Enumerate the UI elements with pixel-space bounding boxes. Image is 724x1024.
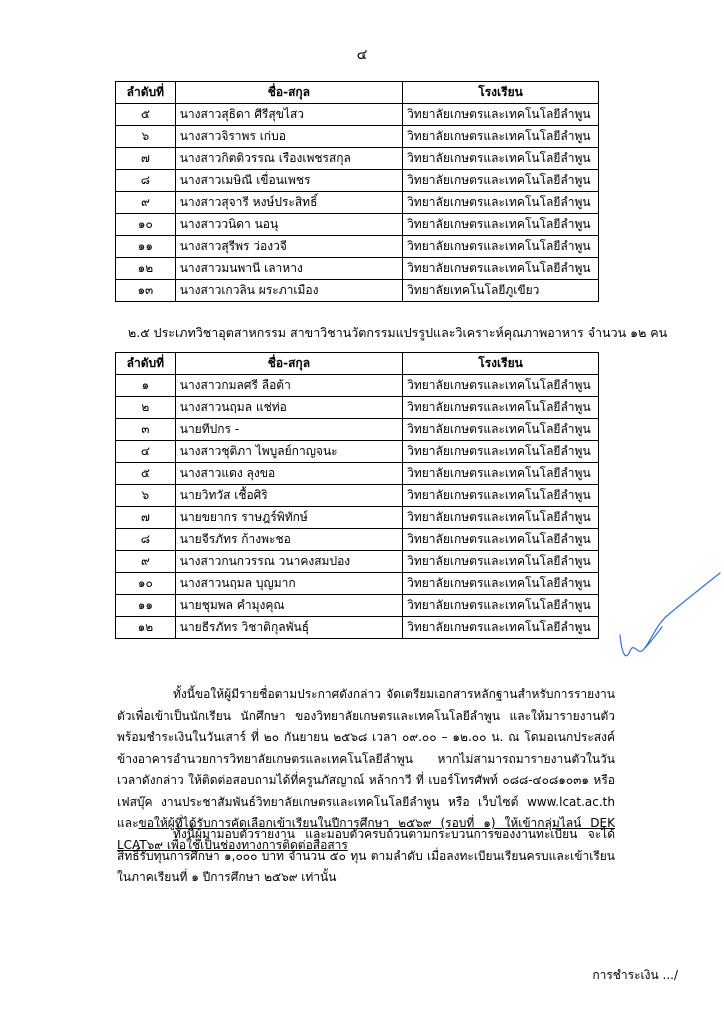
row-number: ๑๐ [116, 573, 176, 595]
student-name: นางสาวเมษิณี เขื่อนเพชร [175, 170, 402, 192]
student-name: นางสาวนฤมล แช่ท่อ [175, 397, 402, 419]
student-name: นายขยากร ราษฎร์พิทักษ์ [175, 507, 402, 529]
table-row [116, 258, 599, 280]
student-name: นางสาวสุจารี หงษ์ประสิทธิ์ [175, 192, 402, 214]
row-number: ๘ [116, 170, 176, 192]
column-header-name: ชื่อ-สกุล [175, 353, 402, 375]
row-number: ๑ [116, 375, 176, 397]
row-number: ๕ [116, 104, 176, 126]
table-row [116, 170, 599, 192]
student-name: นายธีรภัทร วิชาติกุลพันธุ์ [175, 617, 402, 639]
student-name: นางสาวเกวลิน ผระภาเมือง [175, 280, 402, 302]
student-name: นางสาวนฤมล บุญมาก [175, 573, 402, 595]
row-number: ๖ [116, 126, 176, 148]
table-row [116, 595, 599, 617]
school-name: วิทยาลัยเกษตรและเทคโนโลยีลำพูน [403, 441, 599, 463]
row-number: ๙ [116, 192, 176, 214]
table-header-row [116, 353, 599, 375]
row-number: ๑๒ [116, 617, 176, 639]
school-name: วิทยาลัยเกษตรและเทคโนโลยีลำพูน [403, 595, 599, 617]
table-row [116, 485, 599, 507]
school-name: วิทยาลัยเกษตรและเทคโนโลยีลำพูน [403, 192, 599, 214]
continuation-note: การชำระเงิน .../ [592, 968, 678, 982]
student-name: นางสาวกิตติวรรณ เรืองเพชรสกุล [175, 148, 402, 170]
row-number: ๕ [116, 463, 176, 485]
row-number: ๓ [116, 419, 176, 441]
paragraph-text: ทั้งนี้ผู้มามอบตัวรายงาน และมอบตัวครบถ้วนตามกระบวนการของงานทะเบียน จะได้สิทธิ์รับทุนการศึกษา ๑,๐๐๐ บาท จำนวน ๕๐ ทุน ตามลำดับ เมื่อลงทะเบียนเรียนครบและเข้าเรียนในภาคเรียนที่ ๑ ปีการศึกษา ๒๕๖๙ เท่านั้น [117, 827, 615, 884]
table-row [116, 280, 599, 302]
column-header-school: โรงเรียน [403, 353, 599, 375]
school-name: วิทยาลัยเกษตรและเทคโนโลยีลำพูน [403, 617, 599, 639]
student-table-2 [115, 352, 599, 639]
table-row [116, 529, 599, 551]
school-name: วิทยาลัยเกษตรและเทคโนโลยีลำพูน [403, 485, 599, 507]
school-name: วิทยาลัยเทคโนโลยีภูเขียว [403, 280, 599, 302]
school-name: วิทยาลัยเกษตรและเทคโนโลยีลำพูน [403, 551, 599, 573]
school-name: วิทยาลัยเกษตรและเทคโนโลยีลำพูน [403, 397, 599, 419]
school-name: วิทยาลัยเกษตรและเทคโนโลยีลำพูน [403, 507, 599, 529]
column-header-no: ลำดับที่ [116, 82, 176, 104]
student-name: นายทีปกร - [175, 419, 402, 441]
student-name: นายชุมพล คำมุงคุณ [175, 595, 402, 617]
column-header-school: โรงเรียน [403, 82, 599, 104]
school-name: วิทยาลัยเกษตรและเทคโนโลยีลำพูน [403, 375, 599, 397]
table-row [116, 397, 599, 419]
student-name: นายจีรภัทร ก้างพะชอ [175, 529, 402, 551]
table-row [116, 463, 599, 485]
school-name: วิทยาลัยเกษตรและเทคโนโลยีลำพูน [403, 148, 599, 170]
student-name: นางสาวสุรีพร ว่องวจี [175, 236, 402, 258]
student-name: นางสาวแดง ลุงขอ [175, 463, 402, 485]
table-header-row [116, 82, 599, 104]
handwritten-signature [616, 565, 724, 675]
paragraph-text: ทั้งนี้ขอให้ผู้มีรายชื่อตามประกาศดังกล่าว จัดเตรียมเอกสารหลักฐานสำหรับการรายงานตัวเพื่อเข้าเป็นนักเรียน นักศึกษา ของวิทยาลัยเกษตรและเทคโนโลยีลำพูน และให้มารายงานตัวพร้อมชำระเงินในวันเสาร์ ที่ ๒๐ กันยายน ๒๕๖๘ เวลา ๐๙.๐๐ – ๑๒.๐๐ น. ณ โดมอเนกประสงค์ ข้างอาคารอำนวยการวิทยาลัยเกษตรและเทคโนโลยีลำพูน หากไม่สามารถมารายงานตัวในวันเวลาดังกล่าว ให้ติดต่อสอบถามได้ที่ครูนภัสญาณ์ หล้ากาวี ที่ เบอร์โทรศัพท์ ๐๘๘-๔๐๘๑๐๓๑ หรือเฟสบุ๊ค งานประชาสัมพันธ์วิทยาลัยเกษตรและเทคโนโลยีลำพูน หรือ เว็บไซต์ www.lcat.ac.th และ [117, 687, 615, 830]
line-group-notice: ขอให้ผู้ที่ได้รับการคัดเลือกเข้าเรียนในปีการศึกษา ๒๕๖๙ (รอบที่ ๑) ให้เข้ากลุ่มไลน์ DEK LCAT๖๙ เพื่อใช้เป็นช่องทางการติดต่อสื่อสาร [117, 816, 615, 852]
row-number: ๒ [116, 397, 176, 419]
table-row [116, 617, 599, 639]
table-row [116, 214, 599, 236]
row-number: ๙ [116, 551, 176, 573]
row-number: ๑๓ [116, 280, 176, 302]
column-header-no: ลำดับที่ [116, 353, 176, 375]
row-number: ๗ [116, 148, 176, 170]
row-number: ๖ [116, 485, 176, 507]
table-row [116, 104, 599, 126]
school-name: วิทยาลัยเกษตรและเทคโนโลยีลำพูน [403, 104, 599, 126]
section-heading-2-5: ๒.๕ ประเภทวิชาอุตสาหกรรม สาขาวิชานวัตกรรมแปรรูปและวิเคราะห์คุณภาพอาหาร จำนวน ๑๒ คน [128, 325, 668, 340]
student-name: นายวิทวัส เชื้อศิริ [175, 485, 402, 507]
column-header-name: ชื่อ-สกุล [175, 82, 402, 104]
table-row [116, 551, 599, 573]
student-name: นางสาวมนพานี เลาหาง [175, 258, 402, 280]
table-row [116, 148, 599, 170]
scholarship-paragraph [117, 824, 615, 889]
student-name: นางสาวสุธิดา ศีรีสุขไสว [175, 104, 402, 126]
school-name: วิทยาลัยเกษตรและเทคโนโลยีลำพูน [403, 258, 599, 280]
table-row [116, 507, 599, 529]
row-number: ๑๑ [116, 595, 176, 617]
row-number: ๗ [116, 507, 176, 529]
school-name: วิทยาลัยเกษตรและเทคโนโลยีลำพูน [403, 126, 599, 148]
table-row [116, 441, 599, 463]
student-name: นางสาวกนกวรรณ วนาคงสมปอง [175, 551, 402, 573]
student-name: นางสาวจิราพร เก่บอ [175, 126, 402, 148]
student-table-1 [115, 81, 599, 302]
table-row [116, 192, 599, 214]
row-number: ๑๐ [116, 214, 176, 236]
school-name: วิทยาลัยเกษตรและเทคโนโลยีลำพูน [403, 170, 599, 192]
row-number: ๘ [116, 529, 176, 551]
table-row [116, 573, 599, 595]
row-number: ๔ [116, 441, 176, 463]
student-name: นางสาวกมลศรี ลือต้า [175, 375, 402, 397]
school-name: วิทยาลัยเกษตรและเทคโนโลยีลำพูน [403, 214, 599, 236]
school-name: วิทยาลัยเกษตรและเทคโนโลยีลำพูน [403, 463, 599, 485]
page-number: ๔ [356, 47, 368, 63]
school-name: วิทยาลัยเกษตรและเทคโนโลยีลำพูน [403, 529, 599, 551]
row-number: ๑๑ [116, 236, 176, 258]
table-row [116, 236, 599, 258]
table-row [116, 419, 599, 441]
row-number: ๑๒ [116, 258, 176, 280]
school-name: วิทยาลัยเกษตรและเทคโนโลยีลำพูน [403, 573, 599, 595]
table-row [116, 375, 599, 397]
student-name: นางสาววนิดา นอนุ [175, 214, 402, 236]
table-row [116, 126, 599, 148]
student-name: นางสาวชุติภา ไพบูลย์กาญจนะ [175, 441, 402, 463]
school-name: วิทยาลัยเกษตรและเทคโนโลยีลำพูน [403, 236, 599, 258]
school-name: วิทยาลัยเกษตรและเทคโนโลยีลำพูน [403, 419, 599, 441]
